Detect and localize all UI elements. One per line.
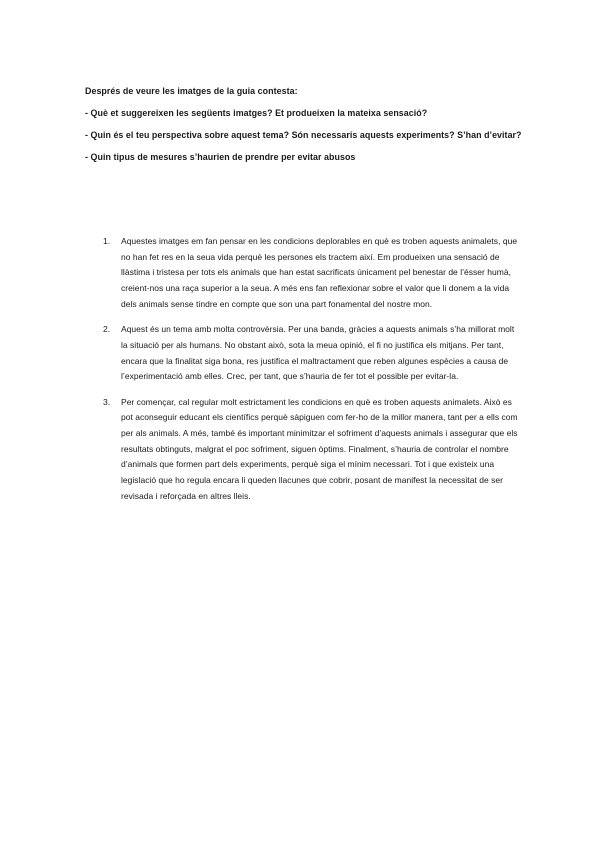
question-2: - Quin és el teu perspectiva sobre aquest tema? Són necessaris aquests experiments? S’han d’evitar? [85,130,522,140]
answers-list [103,234,523,514]
questions-header [85,86,525,174]
answer-text: Aquest és un tema amb molta controvèrsia. Per una banda, gràcies a aquests animals s’ha millorat molt la situació per als humans. No obstant això, sota la meua opinió, el fi no justifica els mitjans. Per tant, encara que la finalitat siga bona, res justifica el maltractament que reben algunes espècies a causa de l’experimentació amb elles. Crec, per tant, que s’hauria de fer tot el possible per evitar-la. [121,324,515,382]
answer-item-1 [103,234,523,313]
answer-item-2 [103,322,523,385]
answer-number: 1. [103,236,111,246]
answer-item-3 [103,395,523,505]
intro-instruction: Després de veure les imatges de la guia contesta: [85,86,298,96]
answer-text: Per començar, cal regular molt estrictament les condicions en què es troben aquests animalets. Això es pot aconseguir educant els científics perquè sàpiguen com fer-ho de la millor manera, tant per a ells com per als animals. A més, també és important minimitzar el sofriment d’aquests animals i assegurar que els resultats obtinguts, malgrat el poc sofriment, siguen òptims. Finalment, s’hauria de controlar el nombre d’animals que formen part dels experiments, perquè siga el mínim necessari. Tot i que existeix una legislació que ho regula encara li queden llacunes que cobrir, posant de manifest la necessitat de ser revisada i reforçada en altres lleis. [121,396,518,501]
answer-text: Aquestes imatges em fan pensar en les condicions deplorables en què es troben aquests animalets, que no han fet res en la seua vida perquè les persones els tractem així. Em produeixen una sensació de llàstima i tristesa per tots els animals que han estat sacrificats únicament pel benestar de l’ésser humà, creient-nos una raça superior a la seua. A més ens fan reflexionar sobre el valor que li donem a la vida dels animals sense tindre en compte que son una part fonamental del nostre mon. [121,236,518,309]
answer-number: 2. [103,324,111,335]
answer-number: 3. [103,396,111,407]
question-3: - Quin tipus de mesures s’haurien de prendre per evitar abusos [85,152,356,162]
question-1: - Què et suggereixen les següents imatges? Et produeixen la mateixa sensació? [85,108,428,118]
